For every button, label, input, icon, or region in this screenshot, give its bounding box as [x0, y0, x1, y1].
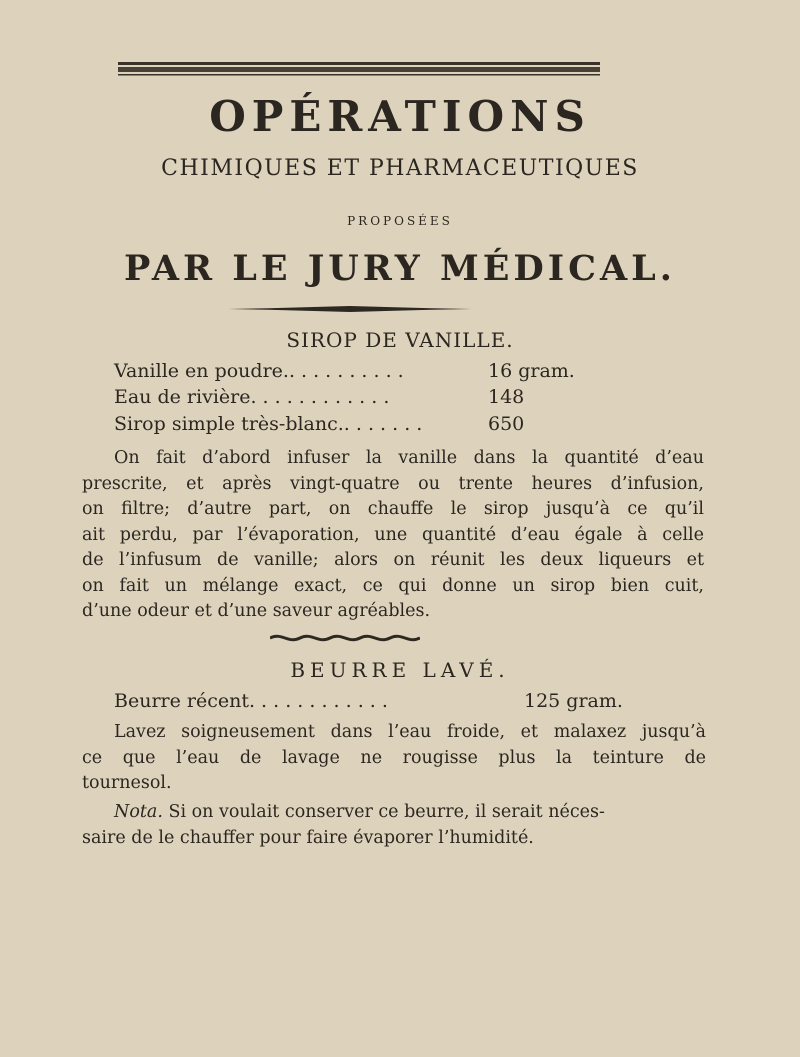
- sirop-paragraph: [82, 446, 704, 625]
- nota-label: Nota.: [114, 802, 163, 822]
- text-line: de l’infusum de vanille; alors on réunit les deux liqueurs et: [82, 550, 704, 570]
- text-line: on fait un mélange exact, ce qui donne un sirop bien cuit,: [82, 575, 704, 596]
- ingredient-name: Sirop simple très-blanc.. . . . . . .: [114, 413, 423, 435]
- ingredient-quantity: 148: [488, 386, 525, 408]
- text-line: ait perdu, par l’évaporation, une quantité d’eau égale à celle: [82, 524, 704, 545]
- page-title: OPÉRATIONS: [209, 92, 591, 141]
- ingredient-quantity: 125 gram.: [524, 690, 623, 712]
- ingredient-quantity: 16 gram.: [488, 360, 575, 382]
- text-line: tournesol.: [82, 773, 172, 793]
- section-heading-beurre: BEURRE LAVÉ.: [290, 658, 510, 682]
- nota-paragraph: [82, 800, 706, 851]
- ingredient-row: [114, 360, 575, 382]
- text-line: Lavez soigneusement dans l’eau froide, et malaxez jusqu’à: [114, 722, 706, 742]
- text-line: prescrite, et après vingt-quatre ou trente heures d’infusion,: [82, 473, 704, 494]
- ingredient-name: Beurre récent. . . . . . . . . . . .: [114, 690, 388, 712]
- top-double-rule: [118, 62, 600, 76]
- text-line: On fait d’abord infuser la vanille dans la quantité d’eau: [114, 448, 704, 468]
- text-line: saire de le chauffer pour faire évaporer l’humidité.: [82, 827, 534, 848]
- text-line: ce que l’eau de lavage ne rougisse plus la teinture de: [82, 747, 706, 768]
- ingredient-row: [114, 386, 525, 408]
- text-line: d’une odeur et d’une saveur agréables.: [82, 601, 431, 621]
- ingredient-name: Eau de rivière. . . . . . . . . . . .: [114, 386, 390, 408]
- wave-ornament: [270, 630, 420, 644]
- ingredient-quantity: 650: [488, 413, 525, 435]
- section-rule: [228, 304, 472, 314]
- ingredient-row: [114, 413, 525, 435]
- section-heading-sirop: SIROP DE VANILLE.: [286, 328, 514, 352]
- ingredient-name: Vanille en poudre.. . . . . . . . . .: [114, 360, 404, 382]
- beurre-paragraph: [82, 720, 706, 797]
- page-subtitle-jury: PAR LE JURY MÉDICAL.: [124, 248, 676, 289]
- text-line: on filtre; d’autre part, on chauffe le sirop jusqu’à ce qu’il: [82, 499, 704, 519]
- ingredient-row: [114, 690, 623, 712]
- nota-text: Si on voulait conserver ce beurre, il serait néces-: [162, 802, 605, 822]
- page-subtitle-chimiques: CHIMIQUES ET PHARMACEUTIQUES: [161, 156, 639, 181]
- text-line: [82, 800, 706, 826]
- page-subtitle-proposees: PROPOSÉES: [347, 214, 453, 228]
